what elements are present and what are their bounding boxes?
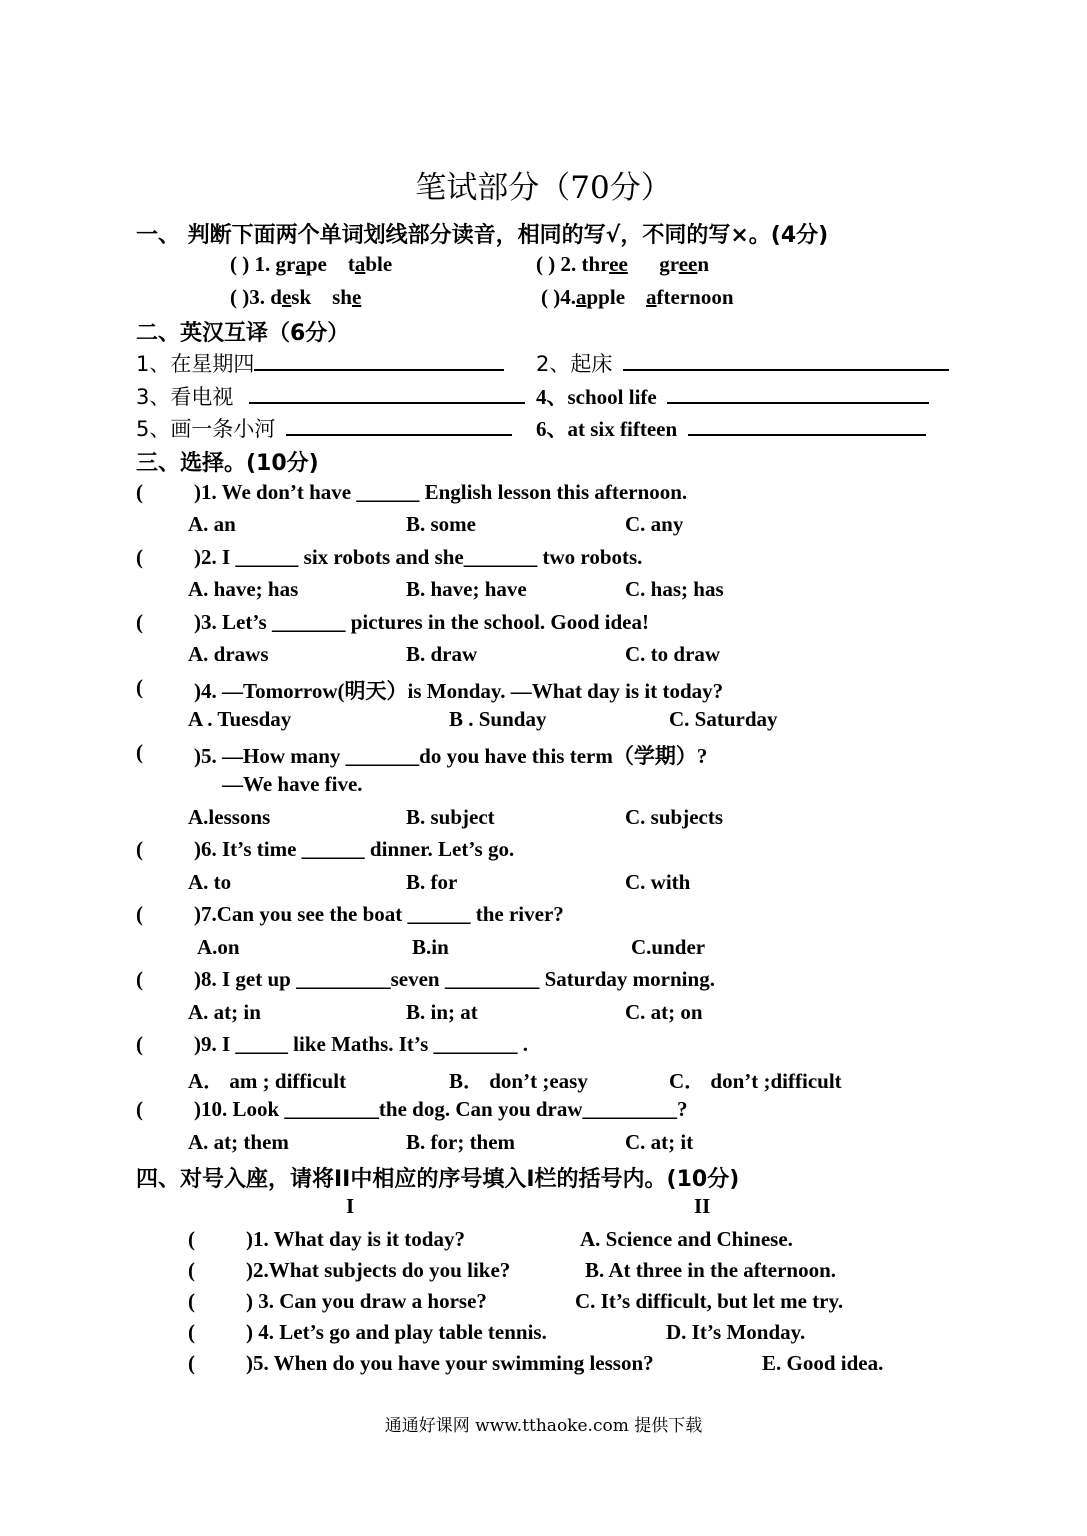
question-paren: ( xyxy=(136,837,143,861)
s1-item-2: ( ) 2. three green xyxy=(536,252,710,276)
option-b: B. draw xyxy=(406,642,478,666)
option-c: C. any xyxy=(625,512,684,536)
option-a: A. draws xyxy=(188,642,269,666)
section-3-heading: 三、选择。(10分) xyxy=(136,451,319,476)
option-c: C.under xyxy=(631,935,706,959)
column-i-label: I xyxy=(346,1194,355,1218)
question-stem: )1. We don’t have ______ English lesson this afternoon. xyxy=(194,480,688,504)
option-c: C. Saturday xyxy=(669,707,778,731)
option-a: A. at; them xyxy=(188,1130,289,1154)
page-title: 笔试部分（70分） xyxy=(415,170,672,206)
option-a: A. at; in xyxy=(188,1000,261,1024)
question-paren: ( xyxy=(136,610,143,634)
question-paren: ( xyxy=(136,740,143,764)
option-b: B. subject xyxy=(406,805,495,829)
match-question: ) 4. Let’s go and play table tennis. xyxy=(246,1320,547,1344)
match-question: )5. When do you have your swimming lesson? xyxy=(246,1351,654,1375)
s1-item-4: ( )4.apple afternoon xyxy=(541,285,734,309)
option-b: B. for; them xyxy=(406,1130,516,1154)
option-b: B. for xyxy=(406,870,458,894)
option-b: B.in xyxy=(412,935,449,959)
match-answer: B. At three in the afternoon. xyxy=(585,1258,837,1282)
option-b: B. in; at xyxy=(406,1000,478,1024)
match-answer: A. Science and Chinese. xyxy=(580,1227,793,1251)
option-c: C. with xyxy=(625,870,691,894)
question-paren: ( xyxy=(136,545,143,569)
question-paren: ( xyxy=(136,967,143,991)
option-a: A. to xyxy=(188,870,232,894)
question-stem: )3. Let’s _______ pictures in the school. Good idea! xyxy=(194,610,649,634)
s1-item-1: ( ) 1. grape table xyxy=(230,252,393,276)
option-a: A . Tuesday xyxy=(188,707,292,731)
s2-item-6: 6、at six fifteen xyxy=(536,413,926,443)
option-c: C. has; has xyxy=(625,577,724,601)
option-b: B. some xyxy=(406,512,476,536)
match-paren: ( xyxy=(188,1289,195,1313)
question-paren: ( xyxy=(136,480,143,504)
option-a: A. have; has xyxy=(188,577,299,601)
s2-item-3: 3、看电视 xyxy=(136,381,525,411)
option-c: C. to draw xyxy=(625,642,721,666)
question-stem: )6. It’s time ______ dinner. Let’s go. xyxy=(194,837,515,861)
section-1-heading: 一、 判断下面两个单词划线部分读音，相同的写√，不同的写×。(4分) xyxy=(136,223,829,248)
match-paren: ( xyxy=(188,1320,195,1344)
match-question: )1. What day is it today? xyxy=(246,1227,465,1251)
option-a: A.on xyxy=(197,935,240,959)
option-c: C. subjects xyxy=(625,805,723,829)
question-stem: )9. I _____ like Maths. It’s ________ . xyxy=(194,1032,529,1056)
s2-item-4: 4、school life xyxy=(536,381,929,411)
question-extra: —We have five. xyxy=(222,772,363,796)
footer-credit: 通通好课网 www.tthaoke.com 提供下载 xyxy=(384,1416,703,1436)
s2-item-1: 1、在星期四 xyxy=(136,348,504,378)
match-paren: ( xyxy=(188,1227,195,1251)
match-paren: ( xyxy=(188,1258,195,1282)
match-answer: C. It’s difficult, but let me try. xyxy=(575,1289,844,1313)
option-c: C. at; on xyxy=(625,1000,703,1024)
question-stem: )4. —Tomorrow(明天）is Monday. —What day is it today? xyxy=(194,679,724,703)
question-stem: )7.Can you see the boat ______ the river? xyxy=(194,902,564,926)
option-b: B． don’t ;easy xyxy=(449,1069,588,1093)
option-b: B . Sunday xyxy=(449,707,547,731)
question-paren: ( xyxy=(136,1032,143,1056)
section-4-heading: 四、对号入座，请将II中相应的序号填入I栏的括号内。(10分) xyxy=(136,1167,740,1192)
match-question: ) 3. Can you draw a horse? xyxy=(246,1289,487,1313)
match-paren: ( xyxy=(188,1351,195,1375)
column-ii-label: II xyxy=(694,1194,711,1218)
option-b: B. have; have xyxy=(406,577,527,601)
match-answer: D. It’s Monday. xyxy=(666,1320,806,1344)
question-paren: ( xyxy=(136,675,143,699)
question-stem: )5. —How many _______do you have this term（学期）? xyxy=(194,744,708,768)
option-c: C. at; it xyxy=(625,1130,694,1154)
section-2-heading: 二、英汉互译（6分） xyxy=(136,321,350,346)
match-question: )2.What subjects do you like? xyxy=(246,1258,511,1282)
option-a: A.lessons xyxy=(188,805,271,829)
question-stem: )10. Look _________the dog. Can you draw_________? xyxy=(194,1097,688,1121)
question-stem: )2. I ______ six robots and she_______ two robots. xyxy=(194,545,643,569)
question-paren: ( xyxy=(136,902,143,926)
question-paren: ( xyxy=(136,1097,143,1121)
s1-item-3: ( )3. desk she xyxy=(230,285,362,309)
s2-item-5: 5、画一条小河 xyxy=(136,413,512,443)
option-a: A． am ; difficult xyxy=(188,1069,347,1093)
match-answer: E. Good idea. xyxy=(762,1351,884,1375)
question-stem: )8. I get up _________seven _________ Saturday morning. xyxy=(194,967,715,991)
option-a: A. an xyxy=(188,512,236,536)
option-c: C． don’t ;difficult xyxy=(669,1069,842,1093)
s2-item-2: 2、起床 xyxy=(536,348,949,378)
